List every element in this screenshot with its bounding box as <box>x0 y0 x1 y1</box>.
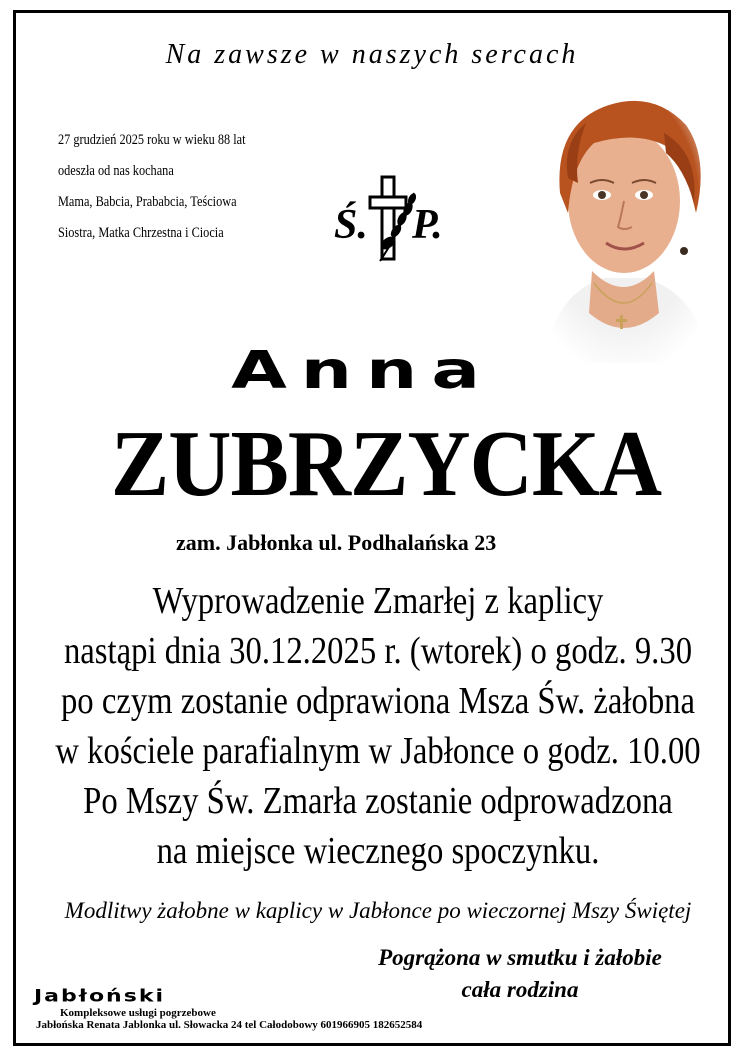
announcement-line: na miejsce wiecznego spoczynku. <box>156 830 600 872</box>
first-name: Anna <box>231 340 494 401</box>
funeral-announcement <box>53 576 703 876</box>
portrait-photo <box>534 83 714 363</box>
last-name: ZUBRZYCKA <box>110 412 662 516</box>
announcement-line: Wyprowadzenie Zmarłej z kaplicy <box>152 580 604 622</box>
memorial-abbrev-left: Ś. <box>334 202 368 248</box>
announcement-line: w kościele parafialnym w Jabłonce o godz. 10.00 <box>55 730 701 772</box>
announcement-line: po czym zostanie odprawiona Msza Św. żałobna <box>60 680 696 722</box>
obituary-notice <box>13 10 731 1046</box>
announcement-line: Po Mszy Św. Zmarła zostanie odprowadzona <box>83 780 673 822</box>
cross-with-wheat-icon <box>368 175 418 267</box>
prayers-note: Modlitwy żałobne w kaplicy w Jabłonce po wieczornej Mszy Świętej <box>64 898 692 923</box>
funeral-home-logo <box>34 987 216 1019</box>
info-line: Mama, Babcia, Prababcia, Teściowa <box>58 194 237 210</box>
funeral-home-brand: Jabłoński <box>34 987 165 1006</box>
memorial-symbol <box>334 175 444 267</box>
funeral-home-contact: Jabłońska Renata Jablonka ul. Słowacka 24 tel Całodobowy 601966905 182652584 <box>36 1019 423 1031</box>
info-line: odeszła od nas kochana <box>58 163 174 179</box>
header-motto: Na zawsze w naszych sercach <box>165 39 579 70</box>
death-info <box>58 125 271 249</box>
info-line: 27 grudzień 2025 roku w wieku 88 lat <box>58 132 246 148</box>
funeral-home-tagline: Kompleksowe usługi pogrzebowe <box>60 1007 216 1019</box>
elderly-woman-portrait <box>534 83 714 363</box>
memorial-abbrev-right: P. <box>412 202 443 248</box>
mourners-signature <box>340 942 700 1006</box>
info-line: Siostra, Matka Chrzestna i Ciocia <box>58 225 224 241</box>
mourners-line: cała rodzina <box>461 977 579 1002</box>
mourners-line: Pogrążona w smutku i żałobie <box>378 945 662 970</box>
address: zam. Jabłonka ul. Podhalańska 23 <box>176 530 497 555</box>
announcement-line: nastąpi dnia 30.12.2025 r. (wtorek) o godz. 9.30 <box>63 630 693 672</box>
